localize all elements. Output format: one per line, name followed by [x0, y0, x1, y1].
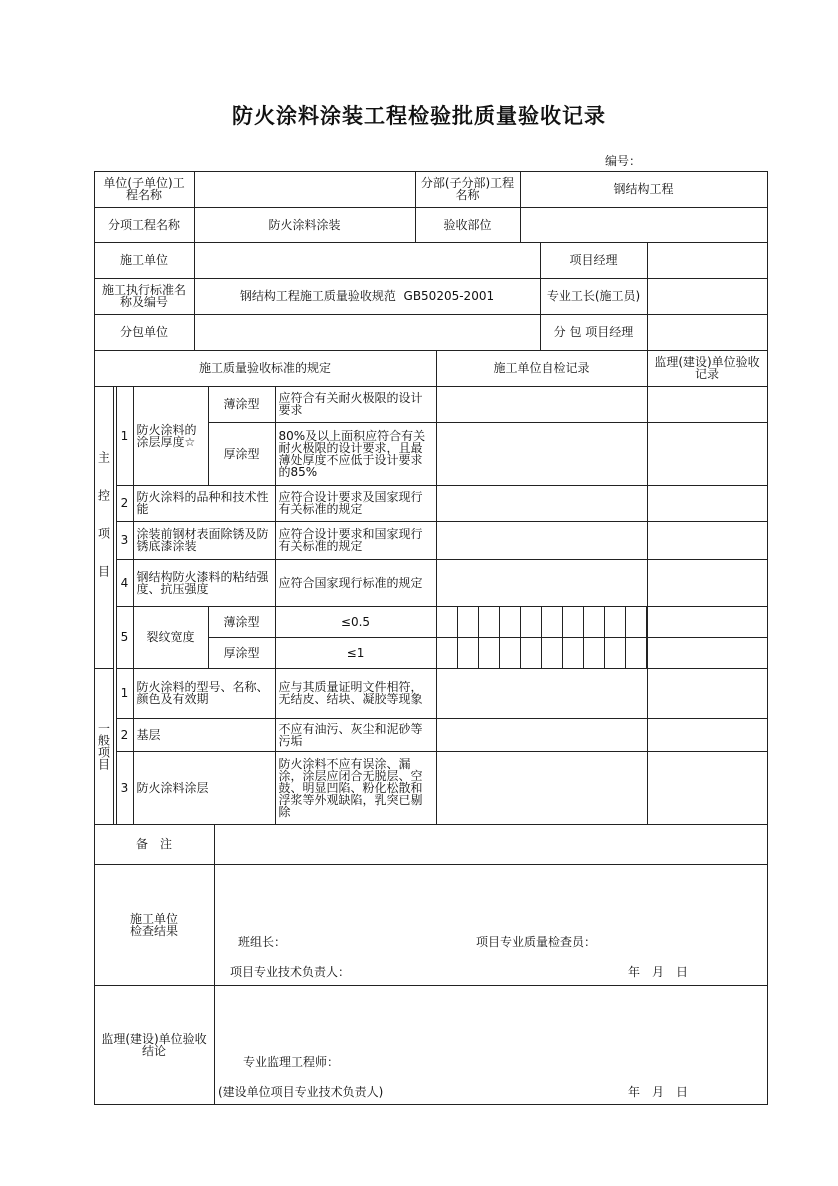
sub-type: 薄涂型 — [208, 386, 276, 423]
supervision-cell[interactable] — [647, 559, 768, 607]
measurement-cell[interactable] — [583, 606, 605, 638]
requirement: 应符合国家现行标准的规定 — [275, 559, 437, 607]
self-check-cell[interactable] — [436, 485, 648, 522]
requirement: 应符合设计要求及国家现行有关标准的规定 — [275, 485, 437, 522]
row-no: 1 — [116, 668, 134, 719]
row-no: 3 — [116, 521, 134, 560]
measurement-cell[interactable] — [625, 637, 647, 669]
requirement: 80%及以上面积应符合有关耐火极限的设计要求，且最薄处厚度不应低于设计要求的85% — [275, 422, 437, 486]
supervision-cell[interactable] — [647, 521, 768, 560]
sub-unit-value: 钢结构工程 — [520, 171, 768, 208]
foreman-label: 专业工长(施工员) — [540, 278, 648, 315]
subcontractor-label: 分包单位 — [94, 314, 195, 351]
requirement: 应符合设计要求和国家现行有关标准的规定 — [275, 521, 437, 560]
requirement: 防火涂料不应有误涂、漏涂，涂层应闭合无脱层、空鼓、明显凹陷、粉化松散和浮浆等外观缺陷，乳突已剔除 — [275, 751, 437, 825]
measurement-cell[interactable] — [478, 606, 500, 638]
measurement-cell[interactable] — [457, 606, 479, 638]
row-no: 4 — [116, 559, 134, 607]
measurement-cell[interactable] — [499, 637, 521, 669]
contractor-field[interactable] — [194, 242, 541, 279]
number-label: 编号： — [605, 154, 642, 168]
unit-field[interactable] — [194, 171, 416, 208]
row-no: 2 — [116, 718, 134, 752]
requirement: 应符合有关耐火极限的设计要求 — [275, 386, 437, 423]
self-check-cell[interactable] — [436, 386, 648, 423]
page-title: 防火涂料涂装工程检验批质量验收记录 — [232, 104, 606, 128]
remarks-label: 备 注 — [94, 824, 215, 865]
owner-label: (建设单位项目专业技术负责人) — [218, 1085, 384, 1099]
requirement: ≤1 — [275, 637, 437, 669]
row-no: 3 — [116, 751, 134, 825]
item-name: 防火涂料的涂层厚度☆ — [133, 386, 209, 486]
self-check-cell[interactable] — [436, 751, 648, 825]
measurement-cell[interactable] — [562, 637, 584, 669]
supervision-result-label: 监理(建设)单位验收结论 — [94, 985, 215, 1105]
measurement-cell[interactable] — [604, 637, 626, 669]
sub-type: 厚涂型 — [208, 422, 276, 486]
measurement-cell[interactable] — [562, 606, 584, 638]
col-standard: 施工质量验收标准的规定 — [94, 350, 437, 387]
item-value: 防火涂料涂装 — [194, 207, 416, 243]
item-name: 防火涂料涂层 — [133, 751, 276, 825]
supervision-cell[interactable] — [647, 606, 768, 638]
standard-label: 施工执行标准名称及编号 — [94, 278, 195, 315]
measurement-cell[interactable] — [625, 606, 647, 638]
measurement-cell[interactable] — [604, 606, 626, 638]
item-name: 基层 — [133, 718, 276, 752]
supervision-cell[interactable] — [647, 751, 768, 825]
row-no: 5 — [116, 606, 134, 669]
part-field[interactable] — [520, 207, 768, 243]
requirement: ≤0.5 — [275, 606, 437, 638]
subcontractor-field[interactable] — [194, 314, 541, 351]
supervision-cell[interactable] — [647, 485, 768, 522]
sub-type: 薄涂型 — [208, 606, 276, 638]
engineer-label: 专业监理工程师： — [243, 1055, 340, 1069]
item-name: 防火涂料的品种和技术性能 — [133, 485, 276, 522]
standard-value: 钢结构工程施工质量验收规范 GB50205-2001 — [194, 278, 541, 315]
supervision-cell[interactable] — [647, 637, 768, 669]
measurement-cell[interactable] — [541, 637, 563, 669]
self-check-cell[interactable] — [436, 668, 648, 719]
self-check-cell[interactable] — [436, 521, 648, 560]
sub-type: 厚涂型 — [208, 637, 276, 669]
col-self-check: 施工单位自检记录 — [436, 350, 648, 387]
supervision-cell[interactable] — [647, 718, 768, 752]
date-label: 年 月 日 — [628, 965, 689, 979]
item-name: 钢结构防火漆料的粘结强度、抗压强度 — [133, 559, 276, 607]
measurement-cell[interactable] — [499, 606, 521, 638]
self-check-cell[interactable] — [436, 559, 648, 607]
main-items-label: 主控项目 — [94, 386, 114, 669]
row-no: 1 — [116, 386, 134, 486]
inspector-label: 项目专业质量检查员： — [476, 935, 597, 949]
pm-label: 项目经理 — [540, 242, 648, 279]
team-leader-label: 班组长： — [238, 935, 287, 949]
date-label: 年 月 日 — [628, 1085, 689, 1099]
supervision-cell[interactable] — [647, 668, 768, 719]
foreman-field[interactable] — [647, 278, 768, 315]
general-items-label: 一般项目 — [94, 668, 114, 825]
measurement-cell[interactable] — [436, 637, 458, 669]
measurement-cell[interactable] — [520, 637, 542, 669]
requirement: 应与其质量证明文件相符，无结皮、结块、凝胶等现象 — [275, 668, 437, 719]
measurement-cell[interactable] — [541, 606, 563, 638]
sub-unit-label: 分部(子分部)工程名称 — [415, 171, 521, 208]
part-label: 验收部位 — [415, 207, 521, 243]
tech-lead-label: 项目专业技术负责人： — [230, 965, 351, 979]
contractor-label: 施工单位 — [94, 242, 195, 279]
remarks-field[interactable] — [214, 824, 768, 865]
col-supervision: 监理(建设)单位验收记录 — [647, 350, 768, 387]
supervision-cell[interactable] — [647, 422, 768, 486]
item-name: 涂装前钢材表面除锈及防锈底漆涂装 — [133, 521, 276, 560]
contractor-result-label: 施工单位检查结果 — [94, 864, 215, 986]
pm-field[interactable] — [647, 242, 768, 279]
sub-pm-field[interactable] — [647, 314, 768, 351]
item-label: 分项工程名称 — [94, 207, 195, 243]
unit-label: 单位(子单位)工程名称 — [94, 171, 195, 208]
measurement-cell[interactable] — [520, 606, 542, 638]
measurement-cell[interactable] — [478, 637, 500, 669]
sub-pm-label: 分 包 项目经理 — [540, 314, 648, 351]
measurement-cell[interactable] — [436, 606, 458, 638]
requirement: 不应有油污、灰尘和泥砂等污垢 — [275, 718, 437, 752]
self-check-cell[interactable] — [436, 718, 648, 752]
self-check-cell[interactable] — [436, 422, 648, 486]
row-no: 2 — [116, 485, 134, 522]
item-name: 防火涂料的型号、名称、颜色及有效期 — [133, 668, 276, 719]
measurement-cell[interactable] — [583, 637, 605, 669]
measurement-cell[interactable] — [457, 637, 479, 669]
item-name: 裂纹宽度 — [133, 606, 209, 669]
supervision-cell[interactable] — [647, 386, 768, 423]
